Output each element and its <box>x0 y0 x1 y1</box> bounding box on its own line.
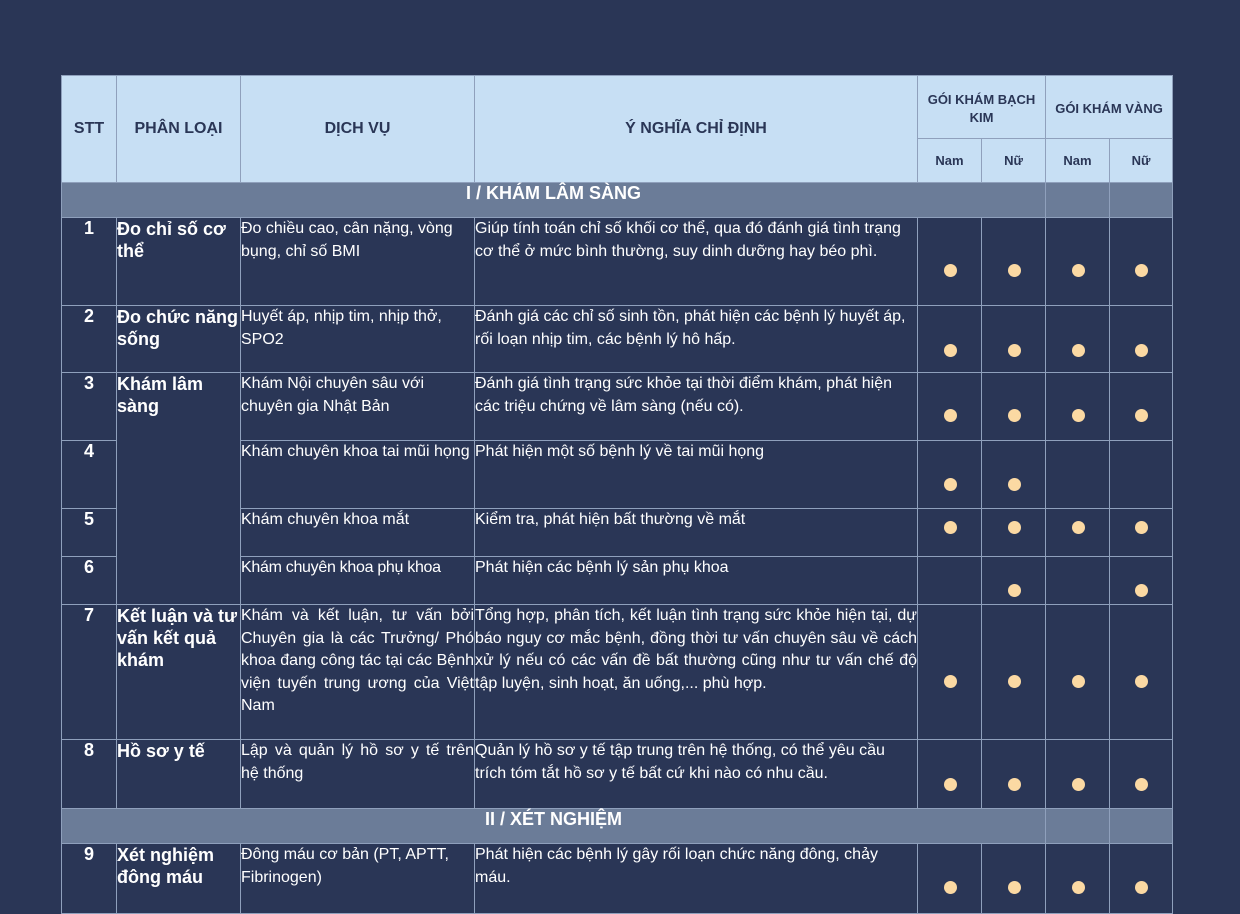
included-dot-icon <box>1135 675 1148 688</box>
gold-female-cell <box>1110 306 1173 373</box>
row-meaning: Phát hiện các bệnh lý sản phụ khoa <box>475 557 918 605</box>
platinum-female-cell <box>982 740 1046 809</box>
platinum-male-cell <box>918 441 982 509</box>
gold-female-cell <box>1110 740 1173 809</box>
platinum-female-cell <box>982 306 1046 373</box>
gold-male-cell <box>1046 218 1110 306</box>
row-category: Kết luận và tư vấn kết quả khám <box>117 605 241 740</box>
row-meaning: Kiểm tra, phát hiện bất thường về mắt <box>475 509 918 557</box>
platinum-male-cell <box>918 605 982 740</box>
included-dot-icon <box>1008 409 1021 422</box>
row-service: Khám và kết luận, tư vấn bởi Chuyên gia là các Trưởng/ Phó khoa đang công tác tại các Bệnh viện tuyến trung ương của Việt Nam <box>241 605 475 740</box>
row-service: Khám chuyên khoa mắt <box>241 509 475 557</box>
row-number: 3 <box>62 373 117 441</box>
section-title: II / XÉT NGHIỆM <box>62 809 1046 844</box>
row-number: 4 <box>62 441 117 509</box>
included-dot-icon <box>1072 675 1085 688</box>
section-row <box>62 183 1173 218</box>
platinum-female-cell <box>982 605 1046 740</box>
header-platinum-male: Nam <box>918 139 982 183</box>
gold-male-cell <box>1046 306 1110 373</box>
row-meaning: Đánh giá các chỉ số sinh tồn, phát hiện các bệnh lý huyết áp, rối loạn nhịp tim, các bệnh lý hô hấp. <box>475 306 918 373</box>
table-row <box>62 218 1173 306</box>
table-row <box>62 373 1173 441</box>
row-service: Đông máu cơ bản (PT, APTT, Fibrinogen) <box>241 844 475 914</box>
section-title: I / KHÁM LÂM SÀNG <box>62 183 1046 218</box>
platinum-female-cell <box>982 557 1046 605</box>
row-meaning: Phát hiện một số bệnh lý về tai mũi họng <box>475 441 918 509</box>
header-platinum-female: Nữ <box>982 139 1046 183</box>
included-dot-icon <box>1135 344 1148 357</box>
header-stt: STT <box>62 76 117 183</box>
included-dot-icon <box>1008 521 1021 534</box>
row-number: 6 <box>62 557 117 605</box>
gold-male-cell <box>1046 844 1110 914</box>
row-meaning: Tổng hợp, phân tích, kết luận tình trạng sức khỏe hiện tại, dự báo nguy cơ mắc bệnh, đồng thời tư vấn chuyên sâu về cách xử lý nếu có các vấn đề bất thường cũng như tư vấn chế độ tập luyện, sinh hoạt, ăn uống,... phù hợp. <box>475 605 918 740</box>
included-dot-icon <box>1008 675 1021 688</box>
included-dot-icon <box>1135 409 1148 422</box>
platinum-male-cell <box>918 306 982 373</box>
included-dot-icon <box>944 409 957 422</box>
included-dot-icon <box>1072 264 1085 277</box>
row-number: 1 <box>62 218 117 306</box>
row-category: Khám lâm sàng <box>117 373 241 605</box>
row-number: 9 <box>62 844 117 914</box>
row-number: 5 <box>62 509 117 557</box>
row-number: 7 <box>62 605 117 740</box>
section-row <box>62 809 1173 844</box>
service-table <box>61 75 1173 914</box>
gold-female-cell <box>1110 441 1173 509</box>
included-dot-icon <box>944 675 957 688</box>
included-dot-icon <box>1135 584 1148 597</box>
gold-male-cell <box>1046 441 1110 509</box>
table-row <box>62 306 1173 373</box>
header-gold-male: Nam <box>1046 139 1110 183</box>
included-dot-icon <box>944 881 957 894</box>
gold-female-cell <box>1110 844 1173 914</box>
included-dot-icon <box>1135 881 1148 894</box>
included-dot-icon <box>944 344 957 357</box>
included-dot-icon <box>944 778 957 791</box>
gold-female-cell <box>1110 509 1173 557</box>
row-number: 8 <box>62 740 117 809</box>
gold-female-cell <box>1110 373 1173 441</box>
included-dot-icon <box>944 478 957 491</box>
table-row <box>62 844 1173 914</box>
gold-male-cell <box>1046 557 1110 605</box>
platinum-male-cell <box>918 218 982 306</box>
included-dot-icon <box>1135 264 1148 277</box>
included-dot-icon <box>1008 344 1021 357</box>
table-row <box>62 740 1173 809</box>
row-category: Xét nghiệm đông máu <box>117 844 241 914</box>
row-service: Khám Nội chuyên sâu với chuyên gia Nhật Bản <box>241 373 475 441</box>
gold-male-cell <box>1046 509 1110 557</box>
row-number: 2 <box>62 306 117 373</box>
row-meaning: Đánh giá tình trạng sức khỏe tại thời điểm khám, phát hiện các triệu chứng về lâm sàng (nếu có). <box>475 373 918 441</box>
row-category: Đo chỉ số cơ thể <box>117 218 241 306</box>
platinum-male-cell <box>918 373 982 441</box>
included-dot-icon <box>1072 344 1085 357</box>
included-dot-icon <box>1008 584 1021 597</box>
row-service: Đo chiều cao, cân nặng, vòng bụng, chỉ số BMI <box>241 218 475 306</box>
gold-male-cell <box>1046 740 1110 809</box>
gold-female-cell <box>1110 605 1173 740</box>
platinum-male-cell <box>918 740 982 809</box>
included-dot-icon <box>1008 881 1021 894</box>
row-service: Khám chuyên khoa tai mũi họng <box>241 441 475 509</box>
row-service: Khám chuyên khoa phụ khoa <box>241 557 475 605</box>
platinum-male-cell <box>918 509 982 557</box>
included-dot-icon <box>944 521 957 534</box>
platinum-female-cell <box>982 218 1046 306</box>
gold-male-cell <box>1046 605 1110 740</box>
included-dot-icon <box>1135 778 1148 791</box>
header-gold-female: Nữ <box>1110 139 1173 183</box>
gold-male-cell <box>1046 373 1110 441</box>
platinum-female-cell <box>982 844 1046 914</box>
included-dot-icon <box>1072 778 1085 791</box>
row-service: Lập và quản lý hồ sơ y tế trên hệ thống <box>241 740 475 809</box>
header-platinum-package: GÓI KHÁM BẠCH KIM <box>918 76 1046 139</box>
included-dot-icon <box>1072 521 1085 534</box>
platinum-female-cell <box>982 373 1046 441</box>
row-meaning: Giúp tính toán chỉ số khối cơ thể, qua đó đánh giá tình trạng cơ thể ở mức bình thường, suy dinh dưỡng hay béo phì. <box>475 218 918 306</box>
row-category: Đo chức năng sống <box>117 306 241 373</box>
row-category: Hồ sơ y tế <box>117 740 241 809</box>
included-dot-icon <box>1135 521 1148 534</box>
platinum-male-cell <box>918 557 982 605</box>
header-service: DỊCH VỤ <box>241 76 475 183</box>
platinum-female-cell <box>982 509 1046 557</box>
included-dot-icon <box>1008 264 1021 277</box>
platinum-male-cell <box>918 844 982 914</box>
platinum-female-cell <box>982 441 1046 509</box>
row-meaning: Quản lý hồ sơ y tế tập trung trên hệ thống, có thể yêu cầu trích tóm tắt hồ sơ y tế bất cứ khi nào có nhu cầu. <box>475 740 918 809</box>
included-dot-icon <box>944 264 957 277</box>
header-category: PHÂN LOẠI <box>117 76 241 183</box>
included-dot-icon <box>1008 778 1021 791</box>
included-dot-icon <box>1072 881 1085 894</box>
included-dot-icon <box>1008 478 1021 491</box>
gold-female-cell <box>1110 218 1173 306</box>
row-service: Huyết áp, nhịp tim, nhịp thở, SPO2 <box>241 306 475 373</box>
header-meaning: Ý NGHĨA CHỈ ĐỊNH <box>475 76 918 183</box>
table-row <box>62 605 1173 740</box>
gold-female-cell <box>1110 557 1173 605</box>
row-meaning: Phát hiện các bệnh lý gây rối loạn chức năng đông, chảy máu. <box>475 844 918 914</box>
included-dot-icon <box>1072 409 1085 422</box>
header-gold-package: GÓI KHÁM VÀNG <box>1046 76 1173 139</box>
